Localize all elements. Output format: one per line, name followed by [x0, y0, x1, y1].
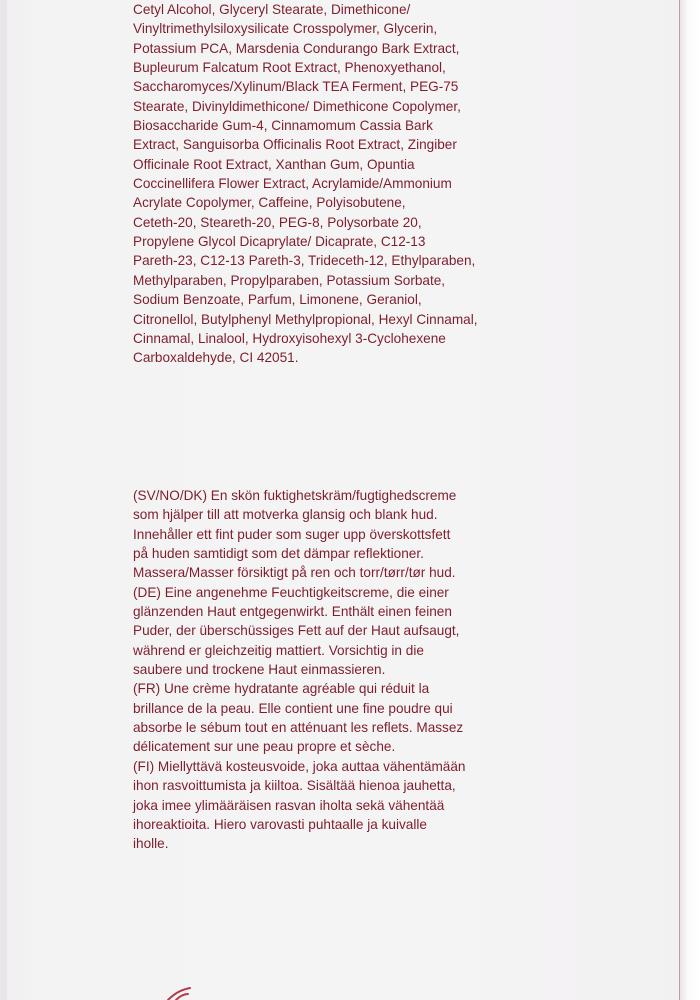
ingredients-line: Carboxaldehyde, CI 42051.: [133, 350, 299, 366]
ingredients-line: Pareth-23, C12-13 Pareth-3, Trideceth-12, Ethylparaben,: [133, 253, 476, 269]
logo-fragment-stroke: [168, 988, 190, 1000]
description-line: (FR) Une crème hydratante agréable qui réduit la: [133, 681, 430, 697]
description-line: joka imee ylimääräisen rasvan iholta sekä vähentää: [133, 797, 445, 813]
ingredients-line: Cinnamal, Linalool, Hydroxyisohexyl 3-Cyclohexene: [133, 330, 446, 346]
description-line: (SV/NO/DK) En skön fuktighetskräm/fugtighedscreme: [133, 488, 457, 503]
description-line: Innehåller ett fint puder som suger upp överskottsfett: [133, 526, 451, 542]
ingredients-line: Sodium Benzoate, Parfum, Limonene, Geraniol,: [133, 292, 422, 308]
ingredients-line: Acrylate Copolymer, Caffeine, Polyisobutene,: [133, 195, 406, 211]
description-line: ihon rasvoittumista ja kiiltoa. Sisältää hienoa jauhetta,: [133, 778, 456, 794]
ingredients-line: Vinyltrimethylsiloxysilicate Crosspolymer, Glycerin,: [133, 21, 438, 37]
description-line: ihoreaktioita. Hiero varovasti puhtaalle ja kuivalle: [133, 816, 427, 832]
description-line: Massera/Masser försiktigt på ren och torr/tørr/tør hud.: [133, 565, 456, 581]
description-line: absorbe le sébum tout en atténuant les reflets. Massez: [133, 720, 464, 736]
description-line: glänzenden Haut entgegenwirkt. Enthält einen feinen: [133, 604, 452, 620]
ingredients-line: Officinale Root Extract, Xanthan Gum, Opuntia: [133, 156, 415, 172]
ingredients-line: Methylparaben, Propylparaben, Potassium Sorbate,: [133, 272, 446, 288]
ingredients-line: Stearate, Divinyldimethicone/ Dimethicone Copolymer,: [133, 98, 461, 114]
ingredients-line: Extract, Sanguisorba Officinalis Root Extract, Zingiber: [133, 137, 457, 153]
description-line: (FI) Miellyttävä kosteusvoide, joka auttaa vähentämään: [133, 758, 466, 774]
ingredients-line: Saccharomyces/Xylinum/Black TEA Ferment, PEG-75: [133, 79, 459, 95]
ingredients-line: Citronellol, Butylphenyl Methylpropional, Hexyl Cinnamal,: [133, 311, 478, 327]
description-line: Puder, der überschüssiges Fett auf der Haut aufsaugt,: [133, 623, 460, 639]
description-line: som hjälper till att motverka glansig och blank hud.: [133, 507, 438, 523]
description-line: iholle.: [133, 836, 169, 852]
description-line: (DE) Eine angenehme Feuchtigkeitscreme, die einer: [133, 584, 449, 600]
ingredients-list: [133, 0, 559, 368]
ingredients-line: Cetyl Alcohol, Glyceryl Stearate, Dimethicone/: [133, 2, 411, 17]
description-line: saubere und trockene Haut einmassieren.: [133, 662, 386, 678]
description-line: während er gleichzeitig mattiert. Vorsichtig in die: [133, 642, 424, 658]
logo-fragment-mark: [160, 982, 200, 1000]
left-fold-edge: [0, 0, 7, 1000]
ingredients-line: Potassium PCA, Marsdenia Condurango Bark Extract,: [133, 40, 460, 56]
description-line: på huden samtidigt som det dämpar reflektioner.: [133, 546, 424, 562]
right-fold-edge: [680, 0, 700, 1000]
ingredients-line: Coccinellifera Flower Extract, Acrylamide/Ammonium: [133, 176, 452, 192]
multilingual-description: [133, 486, 559, 854]
description-line: brillance de la peau. Elle contient une fine poudre qui: [133, 700, 453, 716]
ingredients-line: Ceteth-20, Steareth-20, PEG-8, Polysorbate 20,: [133, 214, 422, 230]
ingredients-line: Bupleurum Falcatum Root Extract, Phenoxyethanol,: [133, 60, 446, 76]
ingredients-line: Propylene Glycol Dicaprylate/ Dicaprate, C12-13: [133, 234, 426, 250]
ingredients-line: Biosaccharide Gum-4, Cinnamomum Cassia Bark: [133, 118, 433, 134]
description-line: délicatement sur une peau propre et sèche.: [133, 739, 396, 755]
